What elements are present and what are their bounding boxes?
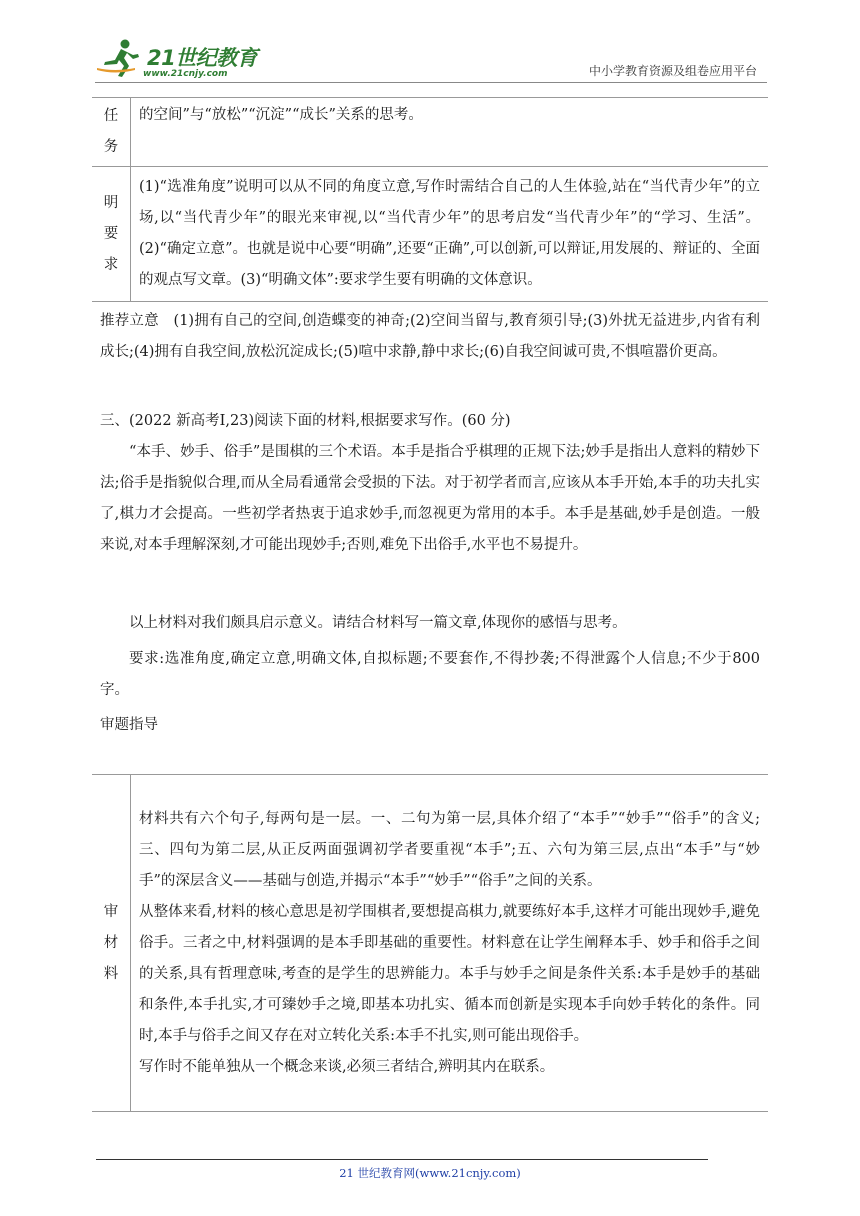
label-char: 材: [103, 934, 119, 951]
guide-title: 审题指导: [100, 717, 158, 733]
row-label-material: [92, 775, 131, 1112]
runner-logo-icon: [95, 38, 147, 78]
analysis-paragraph: 材料共有六个句子,每两句是一层。一、二句为第一层,具体介绍了“本手”“妙手”“俗手”的含义;三、四句为第二层,从正反两面强调初学者要重视“本手”;五、六句为第三层,点出“本手”与“妙手”的深层含义——基础与创造,并揭示“本手”“妙手”“俗手”之间的关系。: [139, 810, 760, 889]
footer-divider: [96, 1159, 708, 1160]
row-content-material: [131, 775, 769, 1112]
platform-name: 中小学教育资源及组卷应用平台: [588, 64, 757, 78]
row-label-requirement: [92, 167, 131, 302]
table-row: [92, 98, 768, 167]
header-divider: [95, 82, 767, 83]
site-logo: [95, 38, 265, 78]
label-char: 料: [103, 965, 119, 982]
label-char: 审: [103, 903, 119, 920]
label-char: 求: [103, 256, 119, 273]
row-content-task: [131, 98, 769, 167]
material-analysis-table: [92, 774, 768, 1112]
label-char: 务: [103, 139, 119, 155]
inspiration-text: 以上材料对我们颇具启示意义。请结合材料写一篇文章,体现你的感悟与思考。: [129, 615, 627, 631]
question-3-title: 三、(2022 新高考Ⅰ,23)阅读下面的材料,根据要求写作。(60 分): [100, 413, 511, 429]
label-char: 任: [103, 108, 119, 124]
label-char: 要: [103, 225, 119, 242]
writing-requirement: 要求:选准角度,确定立意,明确文体,自拟标题;不要套作,不得抄袭;不得泄露个人信息;不少于800 字。: [100, 651, 760, 698]
footer-text: 21 世纪教育网(www.21cnjy.com): [339, 1166, 521, 1180]
row-content-requirement: [131, 167, 769, 302]
material-text: “本手、妙手、俗手”是围棋的三个术语。本手是指合乎棋理的正规下法;妙手是指出人意料的精妙下法;俗手是指貌似合理,而从全局看通常会受损的下法。对于初学者而言,应该从本手开始,本手的功夫扎实了,棋力才会提高。一些初学者热衷于追求妙手,而忽视更为常用的本手。本手是基础,妙手是创造。一般来说,对本手理解深刻,才可能出现妙手;否则,难免下出俗手,水平也不易提升。: [100, 444, 760, 553]
page-header: [95, 30, 767, 98]
row-label-task: [92, 98, 131, 167]
label-char: 明: [103, 194, 119, 211]
requirement-text: (1)“选准角度”说明可以从不同的角度立意,写作时需结合自己的人生体验,站在“当代青少年”的立场,以“当代青少年”的眼光来审视,以“当代青少年”的思考启发“当代青少年”的“学习、生活”。(2)“确定立意”。也就是说中心要“明确”,还要“正确”,可以创新,可以辩证,用发展的、辩证的、全面的观点写文章。(3)“明确文体”:要求学生要有明确的文体意识。: [139, 179, 760, 288]
task-requirement-table: [92, 97, 768, 302]
task-text: 的空间”与“放松”“沉淀”“成长”关系的思考。: [139, 107, 423, 123]
logo-text: 21世纪教育: [147, 46, 258, 70]
recommended-ideas: 推荐立意 (1)拥有自己的空间,创造蝶变的神奇;(2)空间当留与,教育须引导;(3)外扰无益进步,内省有利成长;(4)拥有自我空间,放松沉淀成长;(5)喧中求静,静中求长;(6)自我空间诚可贵,不惧喧嚣价更高。: [100, 313, 760, 360]
table-row: [92, 775, 768, 1112]
analysis-paragraph: 从整体来看,材料的核心意思是初学围棋者,要想提高棋力,就要练好本手,这样才可能出现妙手,避免俗手。三者之中,材料强调的是本手即基础的重要性。材料意在让学生阐释本手、妙手和俗手之间的关系,具有哲理意味,考查的是学生的思辨能力。本手与妙手之间是条件关系:本手是妙手的基础和条件,本手扎实,才可臻妙手之境,即基本功扎实、循本而创新是实现本手向妙手转化的条件。同时,本手与俗手之间又存在对立转化关系:本手不扎实,则可能出现俗手。: [139, 903, 760, 1044]
analysis-paragraph: 写作时不能单独从一个概念来谈,必须三者结合,辨明其内在联系。: [139, 1058, 555, 1075]
logo-url: www.21cnjy.com: [143, 69, 228, 79]
table-row: [92, 167, 768, 302]
